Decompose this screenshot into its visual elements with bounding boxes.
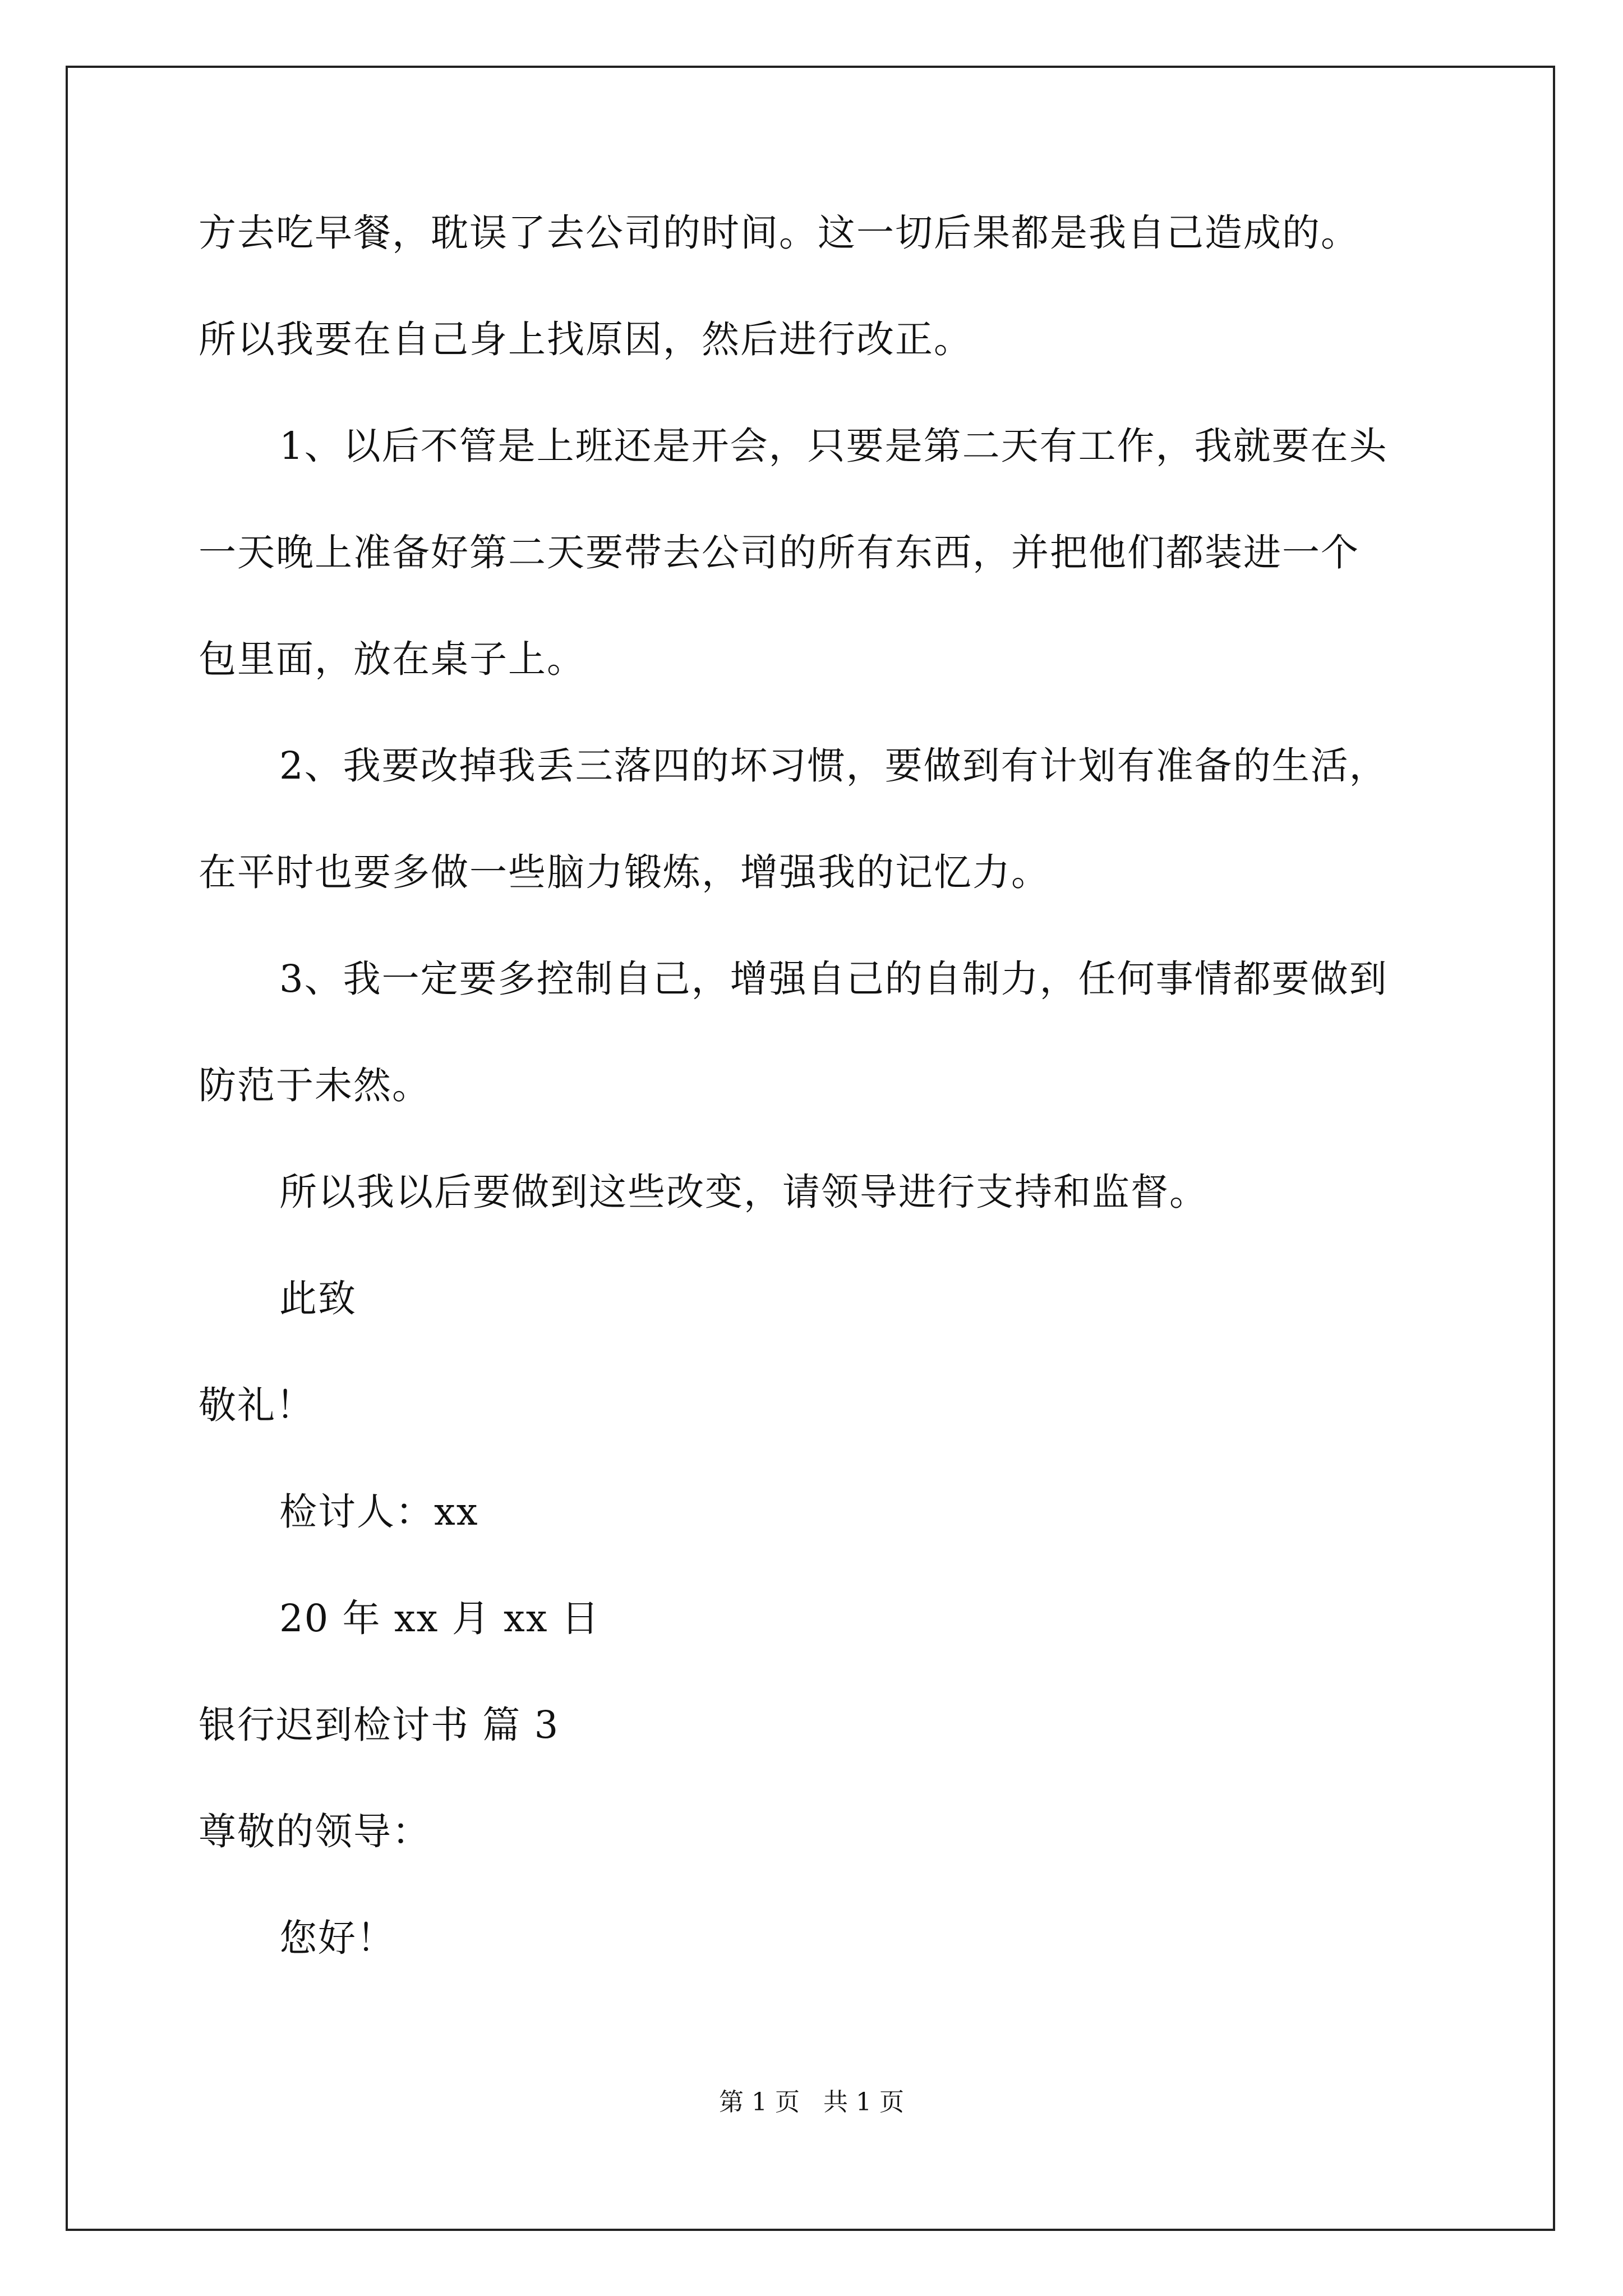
body-line-1: 方去吃早餐，耽误了去公司的时间。这一切后果都是我自己造成的。 xyxy=(199,211,1359,255)
date-line: 20 年 xx 月 xx 日 xyxy=(279,1596,600,1640)
salutation-close: 此致 xyxy=(279,1277,357,1320)
list-item-1-line-3: 包里面，放在桌子上。 xyxy=(199,637,585,681)
list-item-1-line-1: 1、以后不管是上班还是开会，只要是第二天有工作，我就要在头 xyxy=(279,424,1388,468)
section-heading: 银行迟到检讨书 篇 3 xyxy=(199,1703,560,1747)
greeting-addressee: 尊敬的领导： xyxy=(199,1810,431,1853)
list-item-2-line-1: 2、我要改掉我丢三落四的坏习惯，要做到有计划有准备的生活， xyxy=(279,744,1388,788)
list-item-1-line-2: 一天晚上准备好第二天要带去公司的所有东西，并把他们都装进一个 xyxy=(199,531,1359,574)
greeting-hello: 您好！ xyxy=(279,1916,395,1960)
signature-line: 检讨人：xx xyxy=(279,1490,479,1534)
list-item-3-line-2: 防范于未然。 xyxy=(199,1064,431,1107)
page-number-footer: 第 1 页 共 1 页 xyxy=(719,2088,904,2116)
list-item-2-line-2: 在平时也要多做一些脑力锻炼，增强我的记忆力。 xyxy=(199,850,1050,894)
page-border xyxy=(66,66,1555,2231)
list-item-3-line-1: 3、我一定要多控制自己，增强自己的自制力，任何事情都要做到 xyxy=(279,957,1388,1001)
body-line-2: 所以我要在自己身上找原因，然后进行改正。 xyxy=(199,318,972,361)
closing-paragraph: 所以我以后要做到这些改变，请领导进行支持和监督。 xyxy=(279,1170,1208,1214)
salutation-respect: 敬礼！ xyxy=(199,1383,315,1427)
